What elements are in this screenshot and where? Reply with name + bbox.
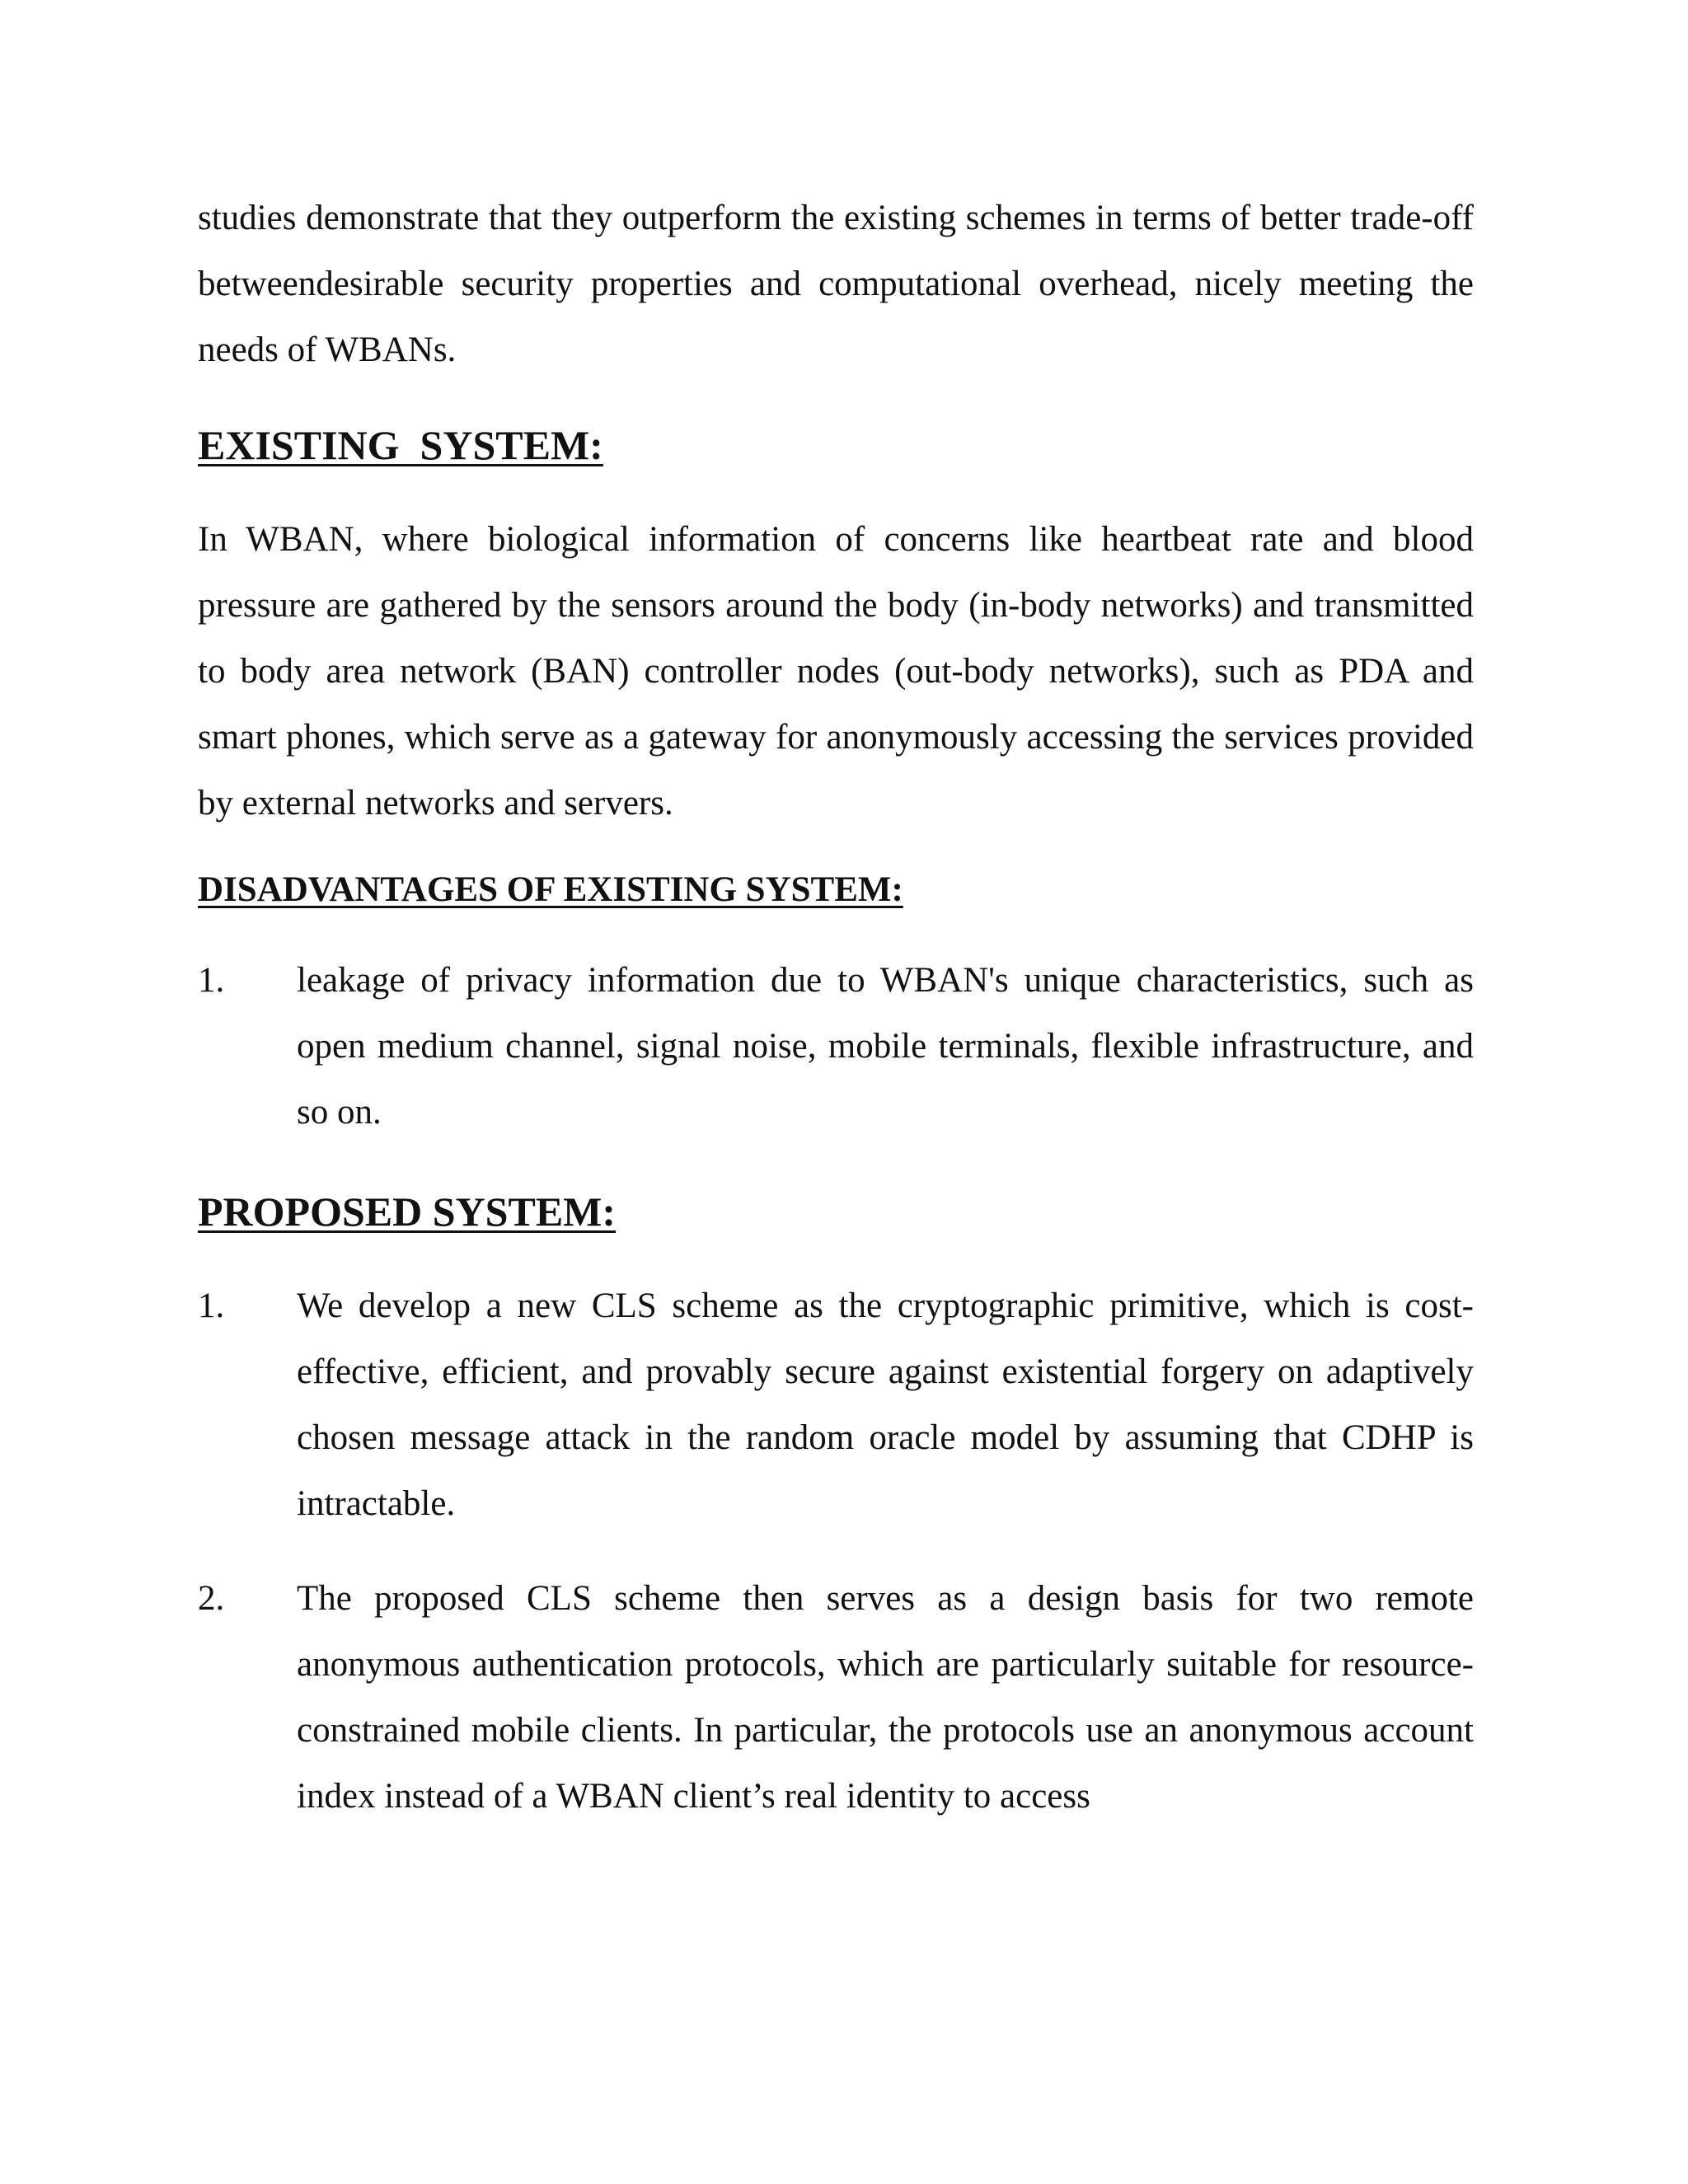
list-number: 1. [198,1286,225,1325]
disadvantages-heading: DISADVANTAGES OF EXISTING SYSTEM: [198,870,903,909]
document-page [198,185,1474,1830]
list-text: The proposed CLS scheme then serves as a design basis for two remote anonymous authentication protocols, which are particularly suitable for resource-constrained mobile clients. In particular, the protocols use an anonymous account index instead of a WBAN client’s real identity to access [297,1579,1474,1816]
list-text: We develop a new CLS scheme as the cryptographic primitive, which is cost-effective, efficient, and provably secure against existential forgery on adaptively chosen message attack in the random oracle model by assuming that CDHP is intractable. [297,1286,1474,1523]
proposed-item [198,1273,1474,1537]
list-number: 1. [198,961,225,1000]
list-number: 2. [198,1579,225,1618]
proposed-item [198,1566,1474,1830]
list-text: leakage of privacy information due to WBAN's unique characteristics, such as open medium channel, signal noise, mobile terminals, flexible infrastructure, and so on. [297,961,1474,1132]
existing-system-heading: EXISTING SYSTEM: [198,422,603,468]
disadvantage-item [198,948,1474,1146]
proposed-system-heading: PROPOSED SYSTEM: [198,1188,617,1235]
intro-paragraph: studies demonstrate that they outperform the existing schemes in terms of better trade-off betweendesirable security properties and computational overhead, nicely meeting the needs of WBANs. [198,199,1474,369]
existing-system-paragraph: In WBAN, where biological information of concerns like heartbeat rate and blood pressure are gathered by the sensors around the body (in-body networks) and transmitted to body area network (BAN) controller nodes (out-body networks), such as PDA and smart phones, which serve as a gateway for anonymously accessing the services provided by external networks and servers. [198,520,1474,823]
